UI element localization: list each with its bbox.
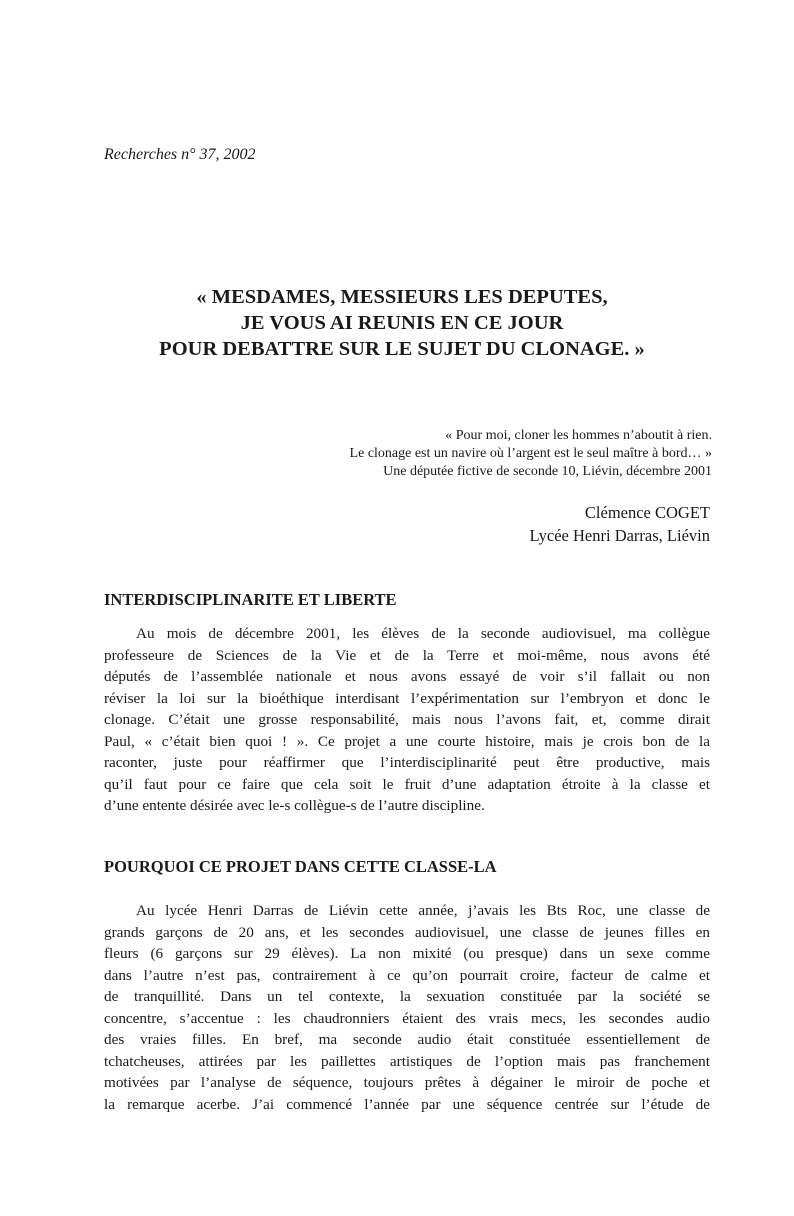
text-line: qu’il faut pour ce faire que cela soit le fruit d’une adaptation étroite à la classe et xyxy=(104,775,710,793)
text-line: des vraies filles. En bref, ma seconde audio était constituée essentiellement de xyxy=(104,1031,710,1048)
title-line: POUR DEBATTRE SUR LE SUJET DU CLONAGE. » xyxy=(159,338,645,360)
running-head: Recherches n° 37, 2002 xyxy=(104,146,256,163)
title-line: JE VOUS AI REUNIS EN CE JOUR xyxy=(240,312,564,334)
section-heading: POURQUOI CE PROJET DANS CETTE CLASSE-LA xyxy=(104,857,497,876)
author-affiliation: Lycée Henri Darras, Liévin xyxy=(529,526,710,545)
text-line: d’une entente désirée avec le-s collègue-s de l’autre discipline. xyxy=(104,797,485,814)
text-line: la remarque acerbe. J’ai commencé l’année par une séquence centrée sur l’étude de xyxy=(104,1095,710,1113)
text-line: professeure de Sciences de la Vie et de la Terre et moi-même, nous avons été xyxy=(104,646,710,664)
text-line: tchatcheuses, attirées par les paillettes artistiques de l’option mais pas franchement xyxy=(104,1052,710,1070)
text-line: clonage. C’était une grosse responsabilité, mais nous l’avons fait, et, comme dirait xyxy=(104,711,710,728)
epigraph-line: « Pour moi, cloner les hommes n’aboutit à rien. xyxy=(445,428,712,443)
text-line: députés de l’assemblée nationale et nous avons essayé de voir s’il fallait ou non xyxy=(104,668,710,685)
author-block xyxy=(529,501,710,547)
title-line: « MESDAMES, MESSIEURS LES DEPUTES, xyxy=(196,286,608,308)
text-line: concentre, s’accentue : les chaudronniers étaient des vrais mecs, les secondes audio xyxy=(104,1009,710,1027)
text-line: motivées par l’analyse de séquence, toujours prêtes à dégainer le miroir de poche et xyxy=(104,1074,710,1091)
text-line: Paul, « c’était bien quoi ! ». Ce projet a une courte histoire, mais je crois bon de la xyxy=(104,732,710,750)
section-heading: INTERDISCIPLINARITE ET LIBERTE xyxy=(104,590,397,609)
epigraph xyxy=(350,427,712,481)
text-line: raconter, juste pour réaffirmer que l’interdisciplinarité peut être productive, mais xyxy=(104,754,710,771)
author-name: Clémence COGET xyxy=(584,503,710,522)
body-paragraph xyxy=(104,623,710,817)
text-line: grands garçons de 20 ans, et les secondes audiovisuel, une classe de jeunes filles en xyxy=(104,923,710,941)
epigraph-line: Le clonage est un navire où l’argent est le seul maître à bord… » xyxy=(349,446,712,461)
article-title xyxy=(100,284,704,362)
text-line: réviser la loi sur la bioéthique interdisant l’expérimentation sur l’embryon et donc le xyxy=(104,689,710,707)
text-line: de tranquillité. Dans un tel contexte, la sexuation constituée par la société se xyxy=(104,988,710,1005)
text-line: dans l’autre n’est pas, contrairement à ce qu’on pourrait croire, facteur de calme et xyxy=(104,966,710,984)
text-line: Au lycée Henri Darras de Liévin cette année, j’avais les Bts Roc, une classe de xyxy=(136,902,710,919)
body-paragraph xyxy=(104,900,710,1115)
text-line: fleurs (6 garçons sur 29 élèves). La non mixité (ou presque) dans un sexe comme xyxy=(104,945,710,962)
epigraph-attribution: Une députée fictive de seconde 10, Liévin, décembre 2001 xyxy=(383,464,712,479)
text-line: Au mois de décembre 2001, les élèves de la seconde audiovisuel, ma collègue xyxy=(136,625,710,642)
